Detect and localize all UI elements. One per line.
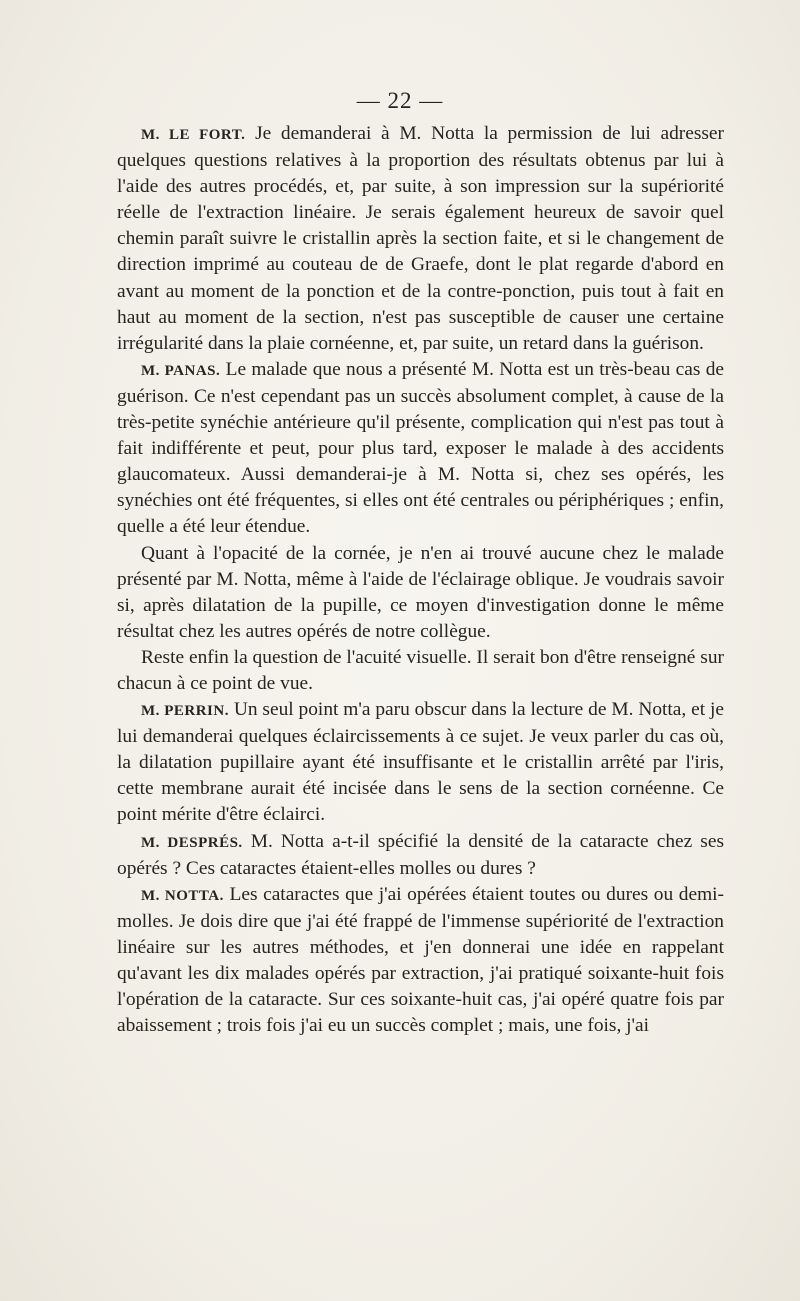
paragraph-notta	[117, 882, 724, 1040]
paragraph-text: M. Notta a-t-il spécifié la densité de la cataracte chez ses opérés ? Ces cataractes étaient-elles molles ou dures ?	[117, 830, 725, 879]
paragraph-text: Les cataractes que j'ai opérées étaient toutes ou dures ou demi-molles. Je dois dire que j'ai été frappé de l'immense supériorité de l'extraction linéaire sur les autres méthodes, et j'en donnerai une idée en rappelant qu'avant les dix malades opérés par extraction, j'ai pratiqué soixante-huit fois l'opération de la cataracte. Sur ces soixante-huit cas, j'ai opéré quatre fois par abaissement ; trois fois j'ai eu un succès complet ; mais, une fois, j'ai	[117, 883, 724, 1037]
paragraph-le-fort	[117, 121, 724, 357]
paragraph-panas-cornea	[117, 541, 724, 645]
paragraph-despres	[117, 829, 724, 882]
paragraph-text: Je demanderai à M. Notta la permission de lui adresser quelques questions relatives à la proportion des résultats obtenus par lui à l'aide des autres procédés, et, par suite, à son impression sur la supériorité réelle de l'extraction linéaire. Je serais également heureux de savoir quel chemin paraît suivre le cristallin après la section faite, et si le changement de direction imprimé au couteau de de Graefe, dont le plat regarde d'abord en avant au moment de la ponction et de la contre-ponction, puis tout à fait en haut au moment de la section, n'est pas susceptible de causer une certaine irrégularité dans la plaie cornéenne, et, par suite, un retard dans la guérison.	[117, 123, 724, 354]
body-text	[117, 121, 724, 1039]
page-number: — 22 —	[356, 88, 444, 113]
paragraph-panas-acuity	[117, 645, 724, 697]
paragraph-text: Reste enfin la question de l'acuité visuelle. Il serait bon d'être renseigné sur chacun à ce point de vue.	[117, 646, 724, 694]
speaker-name: M. NOTTA.	[141, 887, 224, 904]
paragraph-text: Le malade que nous a présenté M. Notta est un très-beau cas de guérison. Ce n'est cependant pas un succès absolument complet, à cause de la très-petite synéchie antérieure qu'il présente, complication qui n'est pas tout à fait indifférente et peut, pour plus tard, exposer le malade à des accidents glaucomateux. Aussi demanderai-je à M. Notta si, chez ses opérés, les synéchies ont été fréquentes, si elles ont été centrales ou périphériques ; enfin, quelle a été leur étendue.	[117, 358, 724, 538]
speaker-name: M. LE FORT.	[141, 127, 246, 143]
speaker-name: M. DESPRÉS.	[141, 834, 243, 851]
paragraph-panas	[117, 357, 724, 541]
paragraph-perrin	[117, 697, 724, 828]
paragraph-text: Quant à l'opacité de la cornée, je n'en ai trouvé aucune chez le malade présenté par M. Notta, même à l'aide de l'éclairage oblique. Je voudrais savoir si, après dilatation de la pupille, ce moyen d'investigation donne le même résultat chez les autres opérés de notre collègue.	[117, 542, 724, 642]
speaker-name: M. PANAS.	[141, 362, 221, 379]
paragraph-text: Un seul point m'a paru obscur dans la lecture de M. Notta, et je lui demanderai quelques éclaircissements à ce sujet. Je veux parler du cas où, la dilatation pupillaire ayant été insuffisante et le cristallin arrêté par l'iris, cette membrane aurait été incisée dans le sens de la section cornéenne. Ce point mérite d'être éclairci.	[117, 699, 724, 826]
speaker-name: M. PERRIN.	[141, 703, 229, 720]
